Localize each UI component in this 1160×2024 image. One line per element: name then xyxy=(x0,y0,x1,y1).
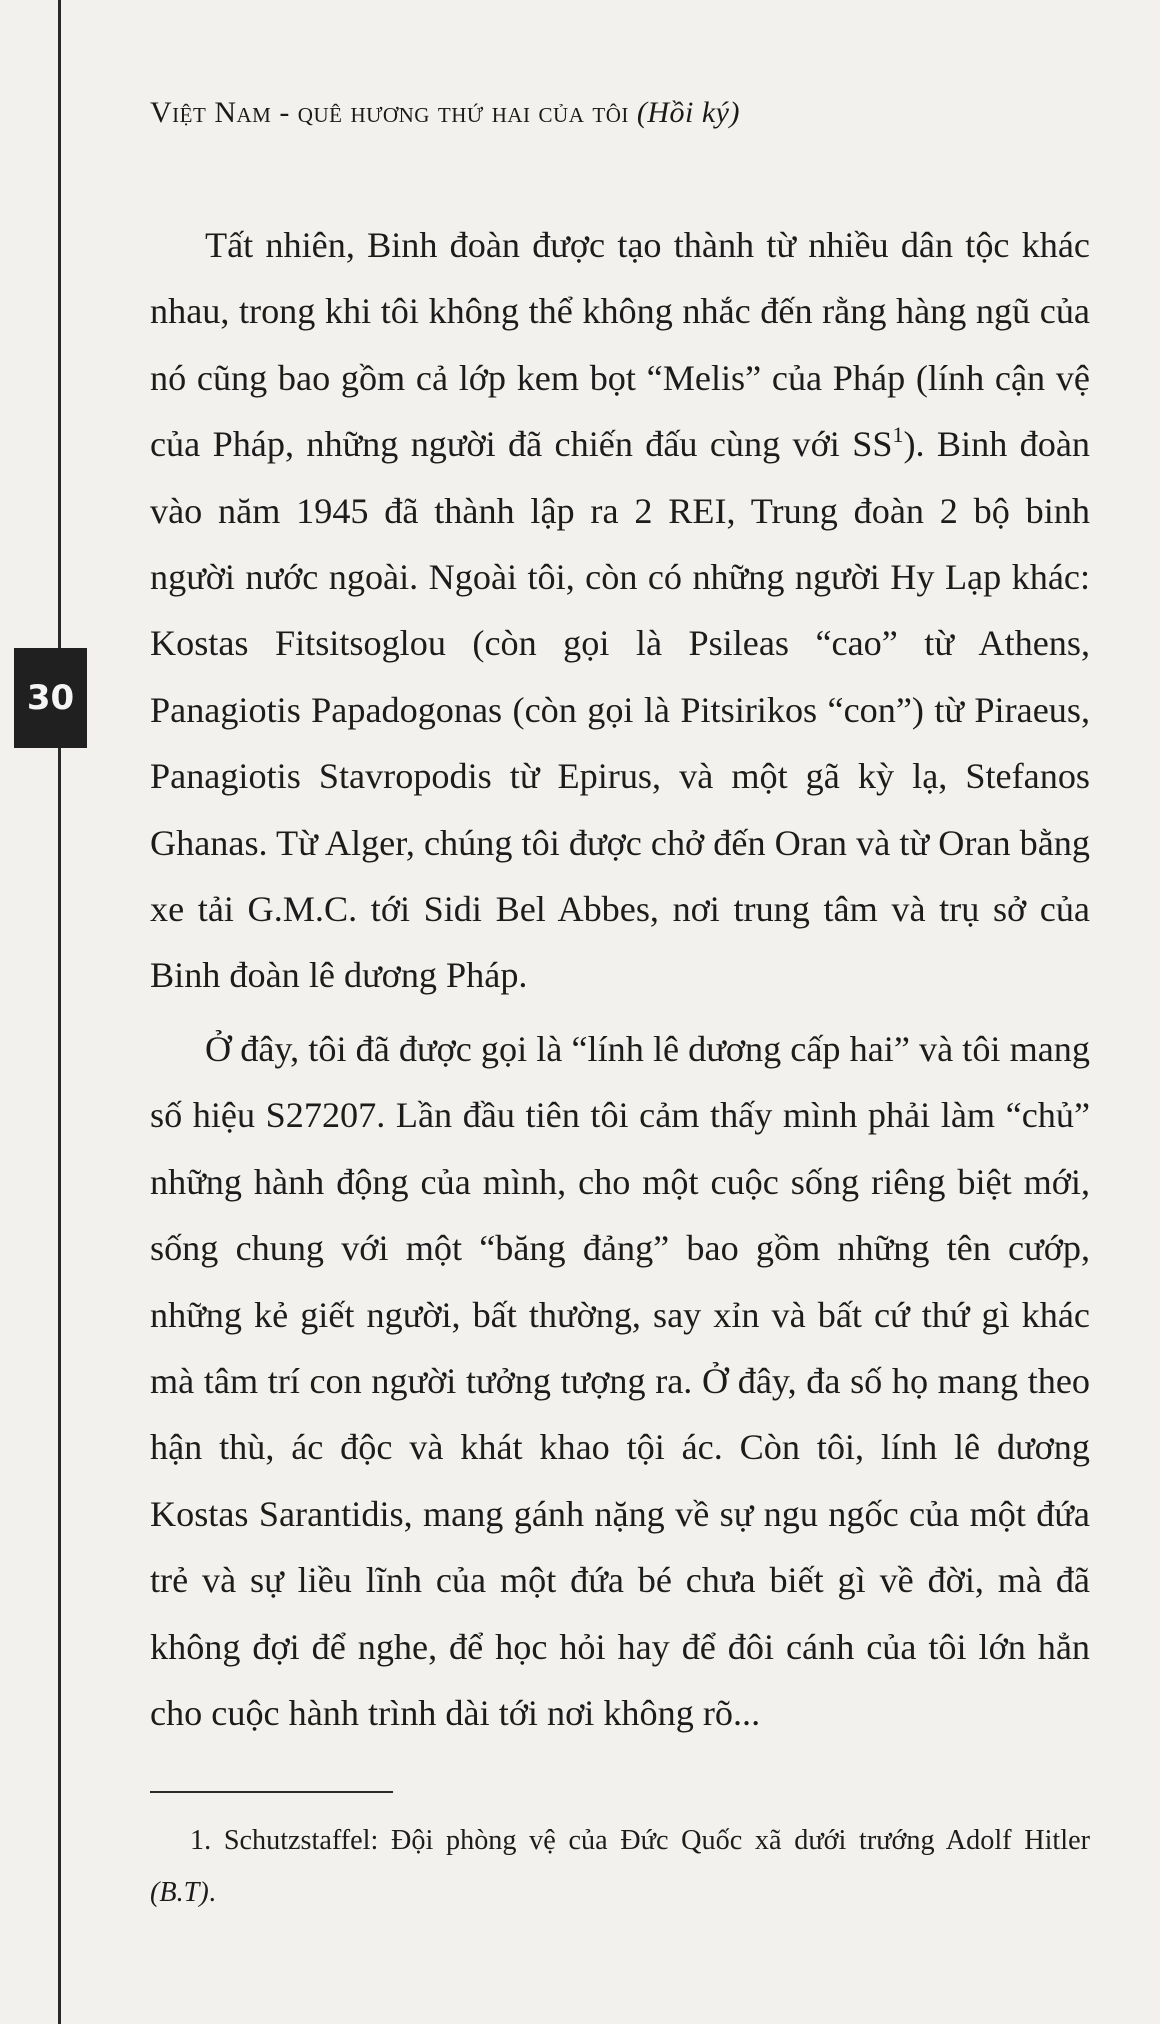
footnote-body: 1. Schutzstaffel: Đội phòng vệ của Đức Quốc xã dưới trướng Adolf Hitler xyxy=(190,1825,1090,1856)
paragraph-1-part-1: Tất nhiên, Binh đoàn được tạo thành từ nhiều dân tộc khác nhau, trong khi tôi không thể không nhắc đến rằng hàng ngũ của nó cũng bao gồm cả lớp kem bọt “Melis” của Pháp (lính cận vệ của Pháp, những người đã chiến đấu cùng với SS xyxy=(150,225,1090,465)
paragraph-1 xyxy=(150,212,1090,1009)
footnote-text xyxy=(150,1815,1090,1919)
page-number-tab xyxy=(14,648,87,748)
book-subtitle: (Hồi ký) xyxy=(636,96,740,129)
book-title: Việt Nam - quê hương thứ hai của tôi xyxy=(150,96,629,129)
page-edge-rule xyxy=(58,0,61,2024)
paragraph-2: Ở đây, tôi đã được gọi là “lính lê dương cấp hai” và tôi mang số hiệu S27207. Lần đầu tiên tôi cảm thấy mình phải làm “chủ” những hành động của mình, cho một cuộc sống riêng biệt mới, sống chung với một “băng đảng” bao gồm những tên cướp, những kẻ giết người, bất thường, say xỉn và bất cứ thứ gì khác mà tâm trí con người tưởng tượng ra. Ở đây, đa số họ mang theo hận thù, ác độc và khát khao tội ác. Còn tôi, lính lê dương Kostas Sarantidis, mang gánh nặng về sự ngu ngốc của một đứa trẻ và sự liều lĩnh của một đứa bé chưa biết gì về đời, mà đã không đợi để nghe, để học hỏi hay để đôi cánh của tôi lớn hẳn cho cuộc hành trình dài tới nơi không rõ... xyxy=(150,1028,1090,1733)
footnote xyxy=(150,1815,1090,1919)
footnote-source: (B.T) xyxy=(150,1877,209,1908)
body-text xyxy=(150,212,1090,1753)
paragraph-1-part-2: ). Binh đoàn vào năm 1945 đã thành lập ra 2 REI, Trung đoàn 2 bộ binh người nước ngoài. Ngoài tôi, còn có những người Hy Lạp khác: Kostas Fitsitsoglou (còn gọi là Psileas “cao” từ Athens, Panagiotis Papadogonas (còn gọi là Pitsirikos “con”) từ Piraeus, Panagiotis Stavropodis từ Epirus, và một gã kỳ lạ, Stefanos Ghanas. Từ Alger, chúng tôi được chở đến Oran và từ Oran bằng xe tải G.M.C. tới Sidi Bel Abbes, nơi trung tâm và trụ sở của Binh đoàn lê dương Pháp. xyxy=(150,424,1090,996)
page-number: 30 xyxy=(26,678,75,718)
running-header xyxy=(150,96,1110,130)
footnote-divider xyxy=(150,1791,393,1793)
footnote-end: . xyxy=(208,1877,216,1908)
footnote-reference: 1 xyxy=(892,422,904,448)
